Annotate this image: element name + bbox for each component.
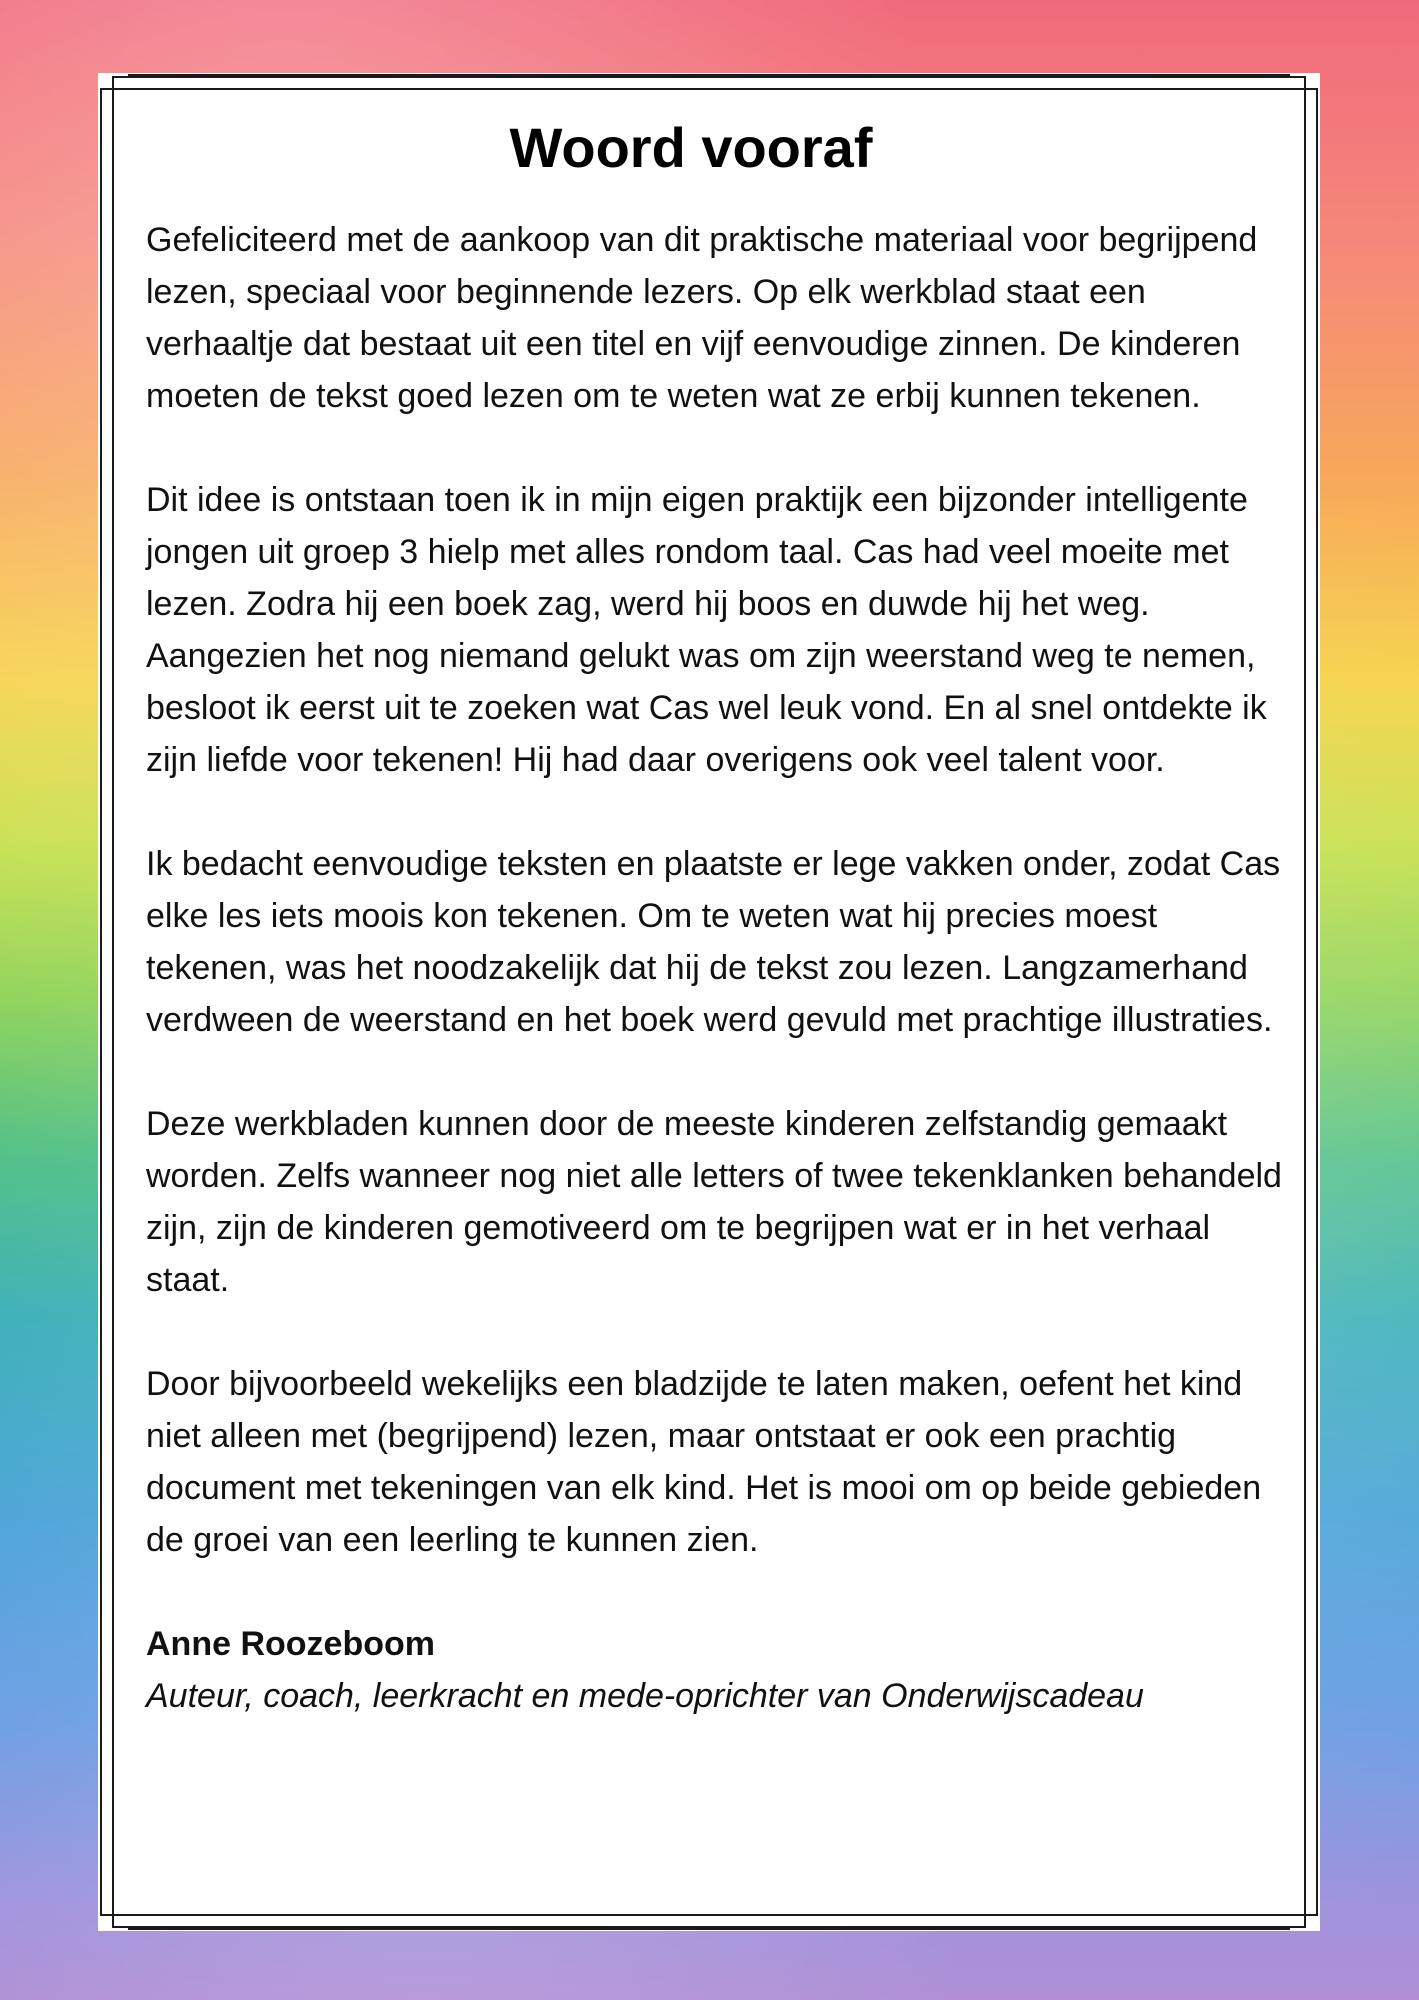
paragraph-usage: Door bijvoorbeeld wekelijks een bladzijde te laten maken, oefent het kind niet alleen met (begrijpend) lezen, maar ontstaat er ook een prachtig document met tekeningen van elk kind. Het is mooi om op beide gebieden de groei van een leerling te kunnen zien. [146, 1365, 1262, 1559]
author-name: Anne Roozeboom [146, 1625, 435, 1663]
author-role: Auteur, coach, leerkracht en mede-oprichter van Onderwijscadeau [146, 1677, 1144, 1715]
paragraph-method: Ik bedacht eenvoudige teksten en plaatste er lege vakken onder, zodat Cas elke les iets moois kon tekenen. Om te weten wat hij precies moest tekenen, was het noodzakelijk dat hij de tekst zou lezen. Langzamerhand verdween de weerstand en het boek werd gevuld met prachtige illustraties. [146, 845, 1281, 1039]
paragraph-intro: Gefeliciteerd met de aankoop van dit praktische materiaal voor begrijpend lezen, speciaal voor beginnende lezers. Op elk werkblad staat een verhaaltje dat bestaat uit een titel en vijf eenvoudige zinnen. De kinderen moeten de tekst goed lezen om te weten wat ze erbij kunnen tekenen. [146, 221, 1258, 415]
paragraph-independence: Deze werkbladen kunnen door de meeste kinderen zelfstandig gemaakt worden. Zelfs wanneer nog niet alle letters of twee tekenklanken behandeld zijn, zijn de kinderen gemotiveerd om te begrijpen wat er in het verhaal staat. [146, 1105, 1282, 1299]
document-body [146, 108, 1296, 1722]
paragraph-origin: Dit idee is ontstaan toen ik in mijn eigen praktijk een bijzonder intelligente jongen uit groep 3 hielp met alles rondom taal. Cas had veel moeite met lezen. Zodra hij een boek zag, werd hij boos en duwde hij het weg. Aangezien het nog niemand gelukt was om zijn weerstand weg te nemen, besloot ik eerst uit te zoeken wat Cas wel leuk vond. En al snel ontdekte ik zijn liefde voor tekenen! Hij had daar overigens ook veel talent voor. [146, 481, 1267, 779]
page-title: Woord vooraf [509, 116, 873, 179]
